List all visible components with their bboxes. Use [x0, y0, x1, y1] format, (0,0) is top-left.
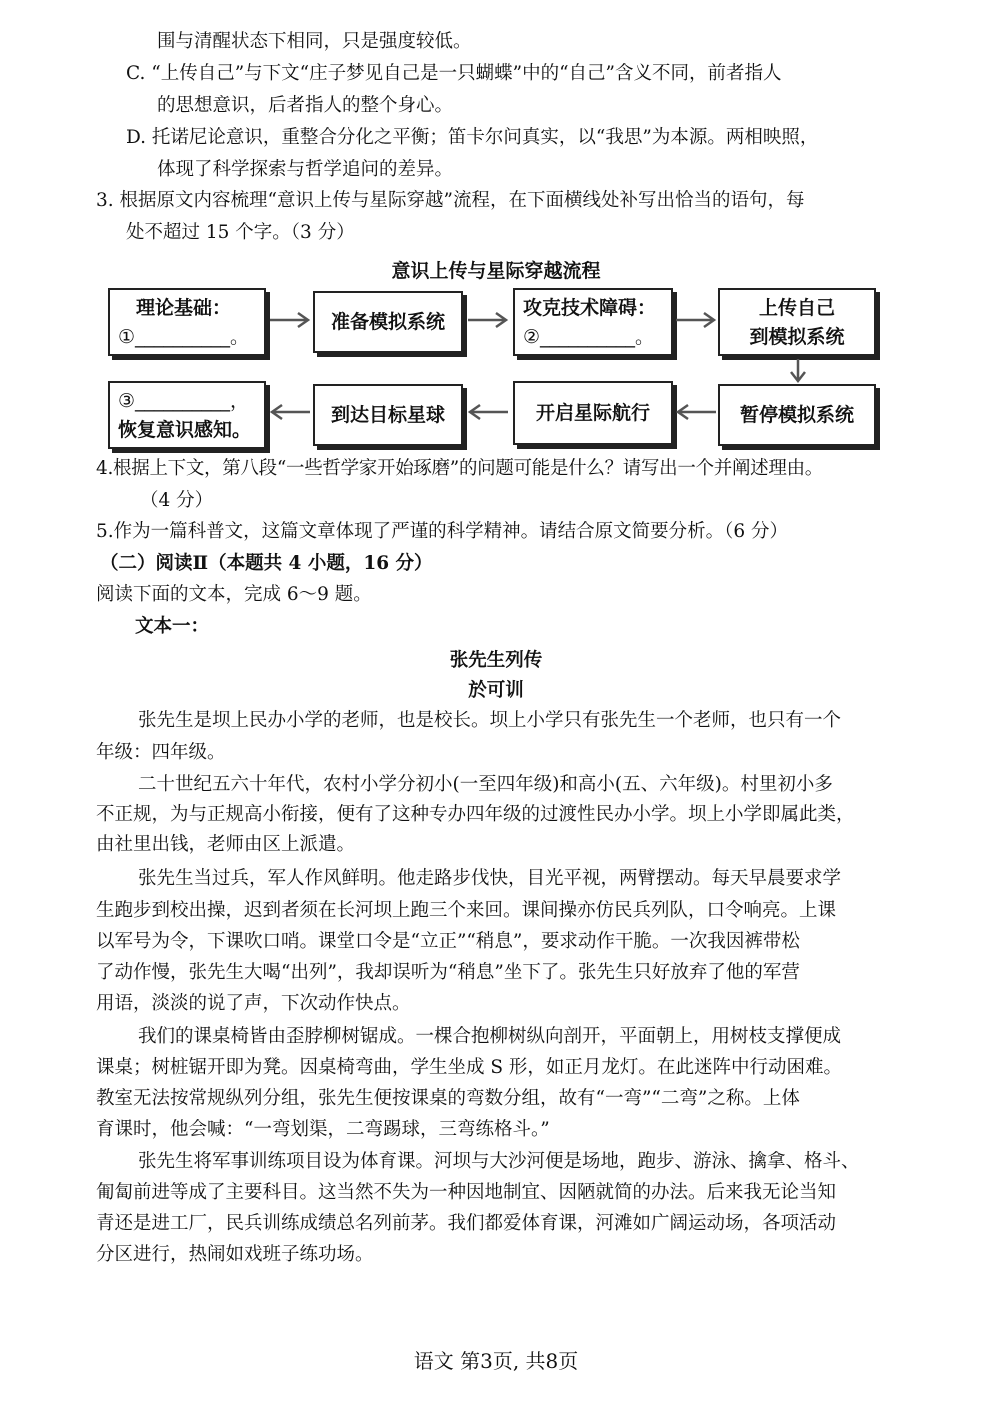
flow-box-prepare: [313, 291, 463, 353]
option-c-line1: C. “上传自己”与下文“庄子梦见自己是一只蝴蝶”中的“自己”含义不同，前者指人: [126, 63, 782, 84]
arrow-right-icon: [268, 310, 312, 330]
flow-box-upload-line2: 到模拟系统: [749, 326, 845, 348]
question-4-line1: 4.根据上下文，第八段“一些哲学家开始琢磨”的问题可能是什么？请写出一个并阐述理由。: [96, 458, 823, 479]
flow-box-theory: [108, 288, 266, 356]
arrow-down-icon: [788, 357, 808, 385]
paragraph-5-line: 分区进行，热闹如戏班子练功场。: [96, 1244, 374, 1265]
paragraph-2-line: 二十世纪五六十年代，农村小学分初小(一至四年级)和高小(五、六年级)。村里初小多: [138, 774, 833, 795]
flow-box-upload: [718, 288, 876, 356]
paragraph-3-line: 生跑步到校出操，迟到者须在长河坝上跑三个来回。课间操亦仿民兵列队，口令响亮。上课: [96, 900, 837, 921]
arrow-left-icon: [674, 402, 718, 422]
arrow-right-icon: [674, 310, 718, 330]
flow-box-upload-line1: 上传自己: [758, 297, 835, 319]
flow-box-theory-label: 理论基础：: [136, 297, 232, 319]
option-b-continuation: 围与清醒状态下相同，只是强度较低。: [157, 31, 472, 52]
paragraph-2-line: 由社里出钱，老师由区上派遣。: [96, 834, 356, 855]
paragraph-3-line: 张先生当过兵，军人作风鲜明。他走路步伐快，目光平视，两臂摆动。每天早晨要求学: [138, 868, 842, 889]
flow-box-restore-blank: ③__________，: [118, 390, 250, 412]
flow-box-voyage: [513, 381, 673, 445]
question-5: 5.作为一篇科普文，这篇文章体现了严谨的科学精神。请结合原文简要分析。（6 分）: [96, 521, 789, 542]
paragraph-5-line: 青还是进工厂，民兵训练成绩总名列前茅。我们都爱体育课，河滩如广阔运动场，各项活动: [96, 1213, 837, 1234]
flow-box-pause: [718, 384, 876, 446]
article-author: 於可训: [468, 680, 524, 701]
option-d-line1: D. 托诺尼论意识，重整合分化之平衡；笛卡尔问真实，以“我思”为本源。两相映照，: [126, 127, 819, 148]
paragraph-4-line: 我们的课桌椅皆由歪脖柳树锯成。一棵合抱柳树纵向剖开，平面朝上，用树枝支撑便成: [138, 1026, 842, 1047]
paragraph-5-line: 匍匐前进等成了主要科目。这当然不失为一种因地制宜、因陋就简的办法。后来我无论当知: [96, 1182, 837, 1203]
option-d-line2: 体现了科学探索与哲学追问的差异。: [157, 159, 454, 180]
arrow-right-icon: [466, 310, 510, 330]
paragraph-5-line: 张先生将军事训练项目设为体育课。河坝与大沙河便是场地，跑步、游泳、擒拿、格斗、: [138, 1151, 860, 1172]
paragraph-3-line: 了动作慢，张先生大喝“出列”，我却误听为“稍息”坐下了。张先生只好放弃了他的军营: [96, 962, 800, 983]
article-title: 张先生列传: [449, 650, 543, 671]
question-3-line2: 处不超过 15 个字。（3 分）: [126, 222, 355, 243]
paragraph-3-line: 用语，淡淡的说了声，下次动作快点。: [96, 993, 411, 1014]
section-2-instruction: 阅读下面的文本，完成 6～9 题。: [96, 584, 372, 605]
flow-box-theory-blank: ①__________。: [118, 326, 250, 348]
question-3-line1: 3. 根据原文内容梳理“意识上传与星际穿越”流程，在下面横线处补写出恰当的语句，每: [96, 190, 805, 211]
flow-box-tech-label: 攻克技术障碍：: [523, 297, 657, 319]
question-4-line2: （4 分）: [140, 490, 214, 511]
page-footer: 语文 第3页, 共8页: [413, 1349, 579, 1373]
flow-box-pause-label: 暂停模拟系统: [739, 404, 854, 426]
section-2-heading: （二）阅读Ⅱ（本题共 4 小题，16 分）: [100, 553, 433, 574]
paragraph-4-line: 育课时，他会喊：“一弯划渠，二弯踢球，三弯练格斗。”: [96, 1119, 550, 1140]
arrow-left-icon: [466, 402, 510, 422]
flow-box-arrive: [313, 384, 463, 446]
option-c-line2: 的思想意识，后者指人的整个身心。: [157, 95, 454, 116]
text-one-label: 文本一：: [135, 616, 210, 637]
paragraph-1-line: 张先生是坝上民办小学的老师，也是校长。坝上小学只有张先生一个老师，也只有一个: [138, 710, 842, 731]
flow-box-restore-label: 恢复意识感知。: [118, 419, 252, 441]
paragraph-4-line: 教室无法按常规纵列分组，张先生便按课桌的弯数分组，故有“一弯”“二弯”之称。上体: [96, 1088, 800, 1109]
arrow-left-icon: [268, 402, 312, 422]
paragraph-3-line: 以军号为令，下课吹口哨。课堂口令是“立正”“稍息”，要求动作干脆。一次我因裤带松: [96, 931, 800, 952]
paragraph-2-line: 不正规，为与正规高小衔接，便有了这种专办四年级的过渡性民办小学。坝上小学即属此类，: [96, 804, 855, 825]
paragraph-4-line: 课桌；树桩锯开即为凳。因桌椅弯曲，学生坐成 S 形，如正月龙灯。在此迷阵中行动困难。: [96, 1057, 842, 1078]
flow-box-restore: [108, 381, 266, 449]
paragraph-1-line: 年级：四年级。: [96, 742, 226, 763]
flow-box-arrive-label: 到达目标星球: [330, 404, 445, 426]
flow-box-voyage-label: 开启星际航行: [535, 402, 650, 424]
flow-box-prepare-label: 准备模拟系统: [330, 311, 445, 333]
flowchart-title: 意识上传与星际穿越流程: [391, 260, 601, 282]
flow-box-tech: [513, 288, 673, 356]
flow-box-tech-blank: ②__________。: [523, 326, 655, 348]
